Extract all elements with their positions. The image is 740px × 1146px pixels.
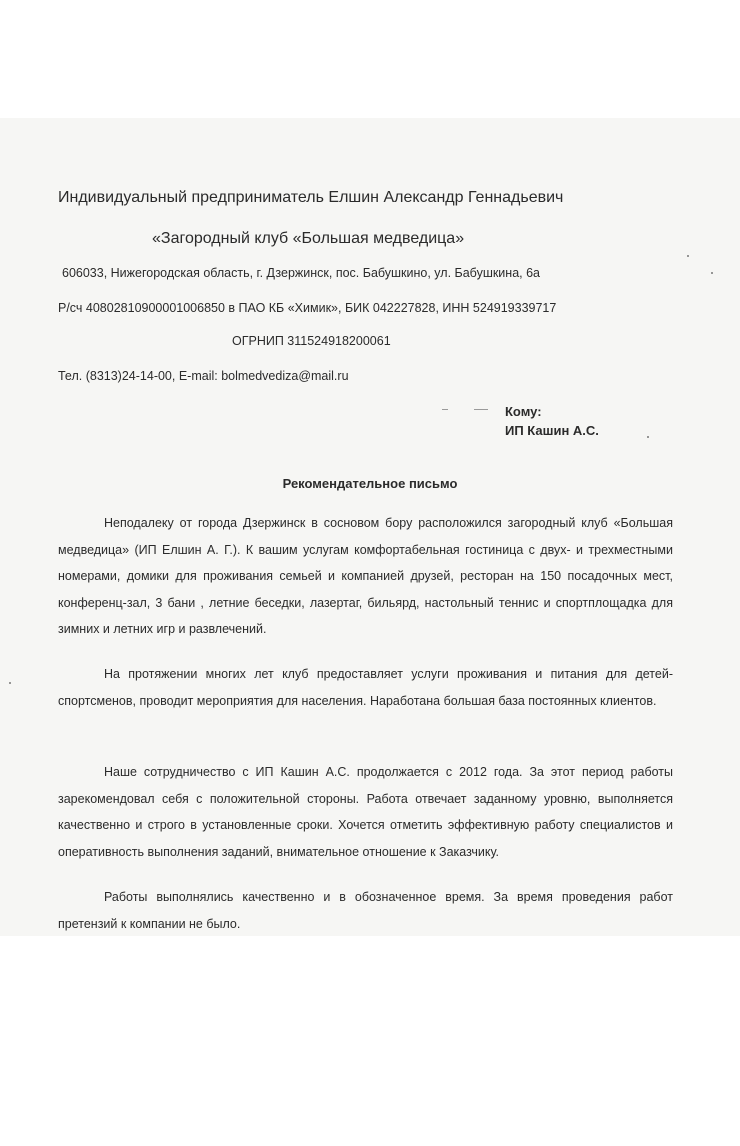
scan-mark (442, 409, 448, 410)
scan-mark (474, 409, 488, 410)
scan-speck (647, 436, 649, 438)
letterhead-owner: Индивидуальный предприниматель Елшин Александр Геннадьевич (58, 189, 564, 206)
recipient-label: Кому: (505, 404, 542, 419)
letter-paragraph-3: Наше сотрудничество с ИП Кашин А.С. продолжается с 2012 года. За этот период работы зарекомендовал себя с положительной стороны. Работа отвечает заданному уровню, выполняется качественно и строго в установленные сроки. Хочется отметить эффективную работу специалистов и оперативность выполнения заданий, внимательное отношение к Заказчику. (58, 765, 673, 859)
scan-speck (711, 272, 713, 274)
letter-title: Рекомендательное письмо (282, 476, 458, 491)
recipient-name: ИП Кашин А.С. (505, 423, 599, 438)
letter-paragraph-1: Неподалеку от города Дзержинск в сосновом бору расположился загородный клуб «Большая медведица» (ИП Елшин А. Г.). К вашим услугам комфортабельная гостиница с двух- и трехместными номерами, домики для проживания семьей и компанией друзей, ресторан на 150 посадочных мест, конференц-зал, 3 бани , летние беседки, лазертаг, бильярд, настольный теннис и спортплощадка для зимних и летних игр и развлечений. (58, 516, 673, 636)
letter-paragraph-2: На протяжении многих лет клуб предоставляет услуги проживания и питания для детей-спортсменов, проводит мероприятия для населения. Наработана большая база постоянных клиентов. (58, 667, 673, 708)
scan-speck (687, 255, 689, 257)
letterhead-contacts: Тел. (8313)24-14-00, E-mail: bolmedvediza@mail.ru (58, 369, 349, 383)
letter-paragraph-4: Работы выполнялись качественно и в обозначенное время. За время проведения работ претензий к компании не было. (58, 890, 673, 931)
scan-speck (9, 682, 11, 684)
recipient-block (505, 402, 599, 440)
letterhead-ogrnip: ОГРНИП 311524918200061 (232, 334, 391, 348)
letterhead-bank-details: Р/сч 40802810900001006850 в ПАО КБ «Химик», БИК 042227828, ИНН 524919339717 (58, 301, 557, 315)
letterhead-club-name: «Загородный клуб «Большая медведица» (152, 230, 465, 247)
letterhead-address: 606033, Нижегородская область, г. Дзержинск, пос. Бабушкино, ул. Бабушкина, 6а (62, 266, 540, 280)
